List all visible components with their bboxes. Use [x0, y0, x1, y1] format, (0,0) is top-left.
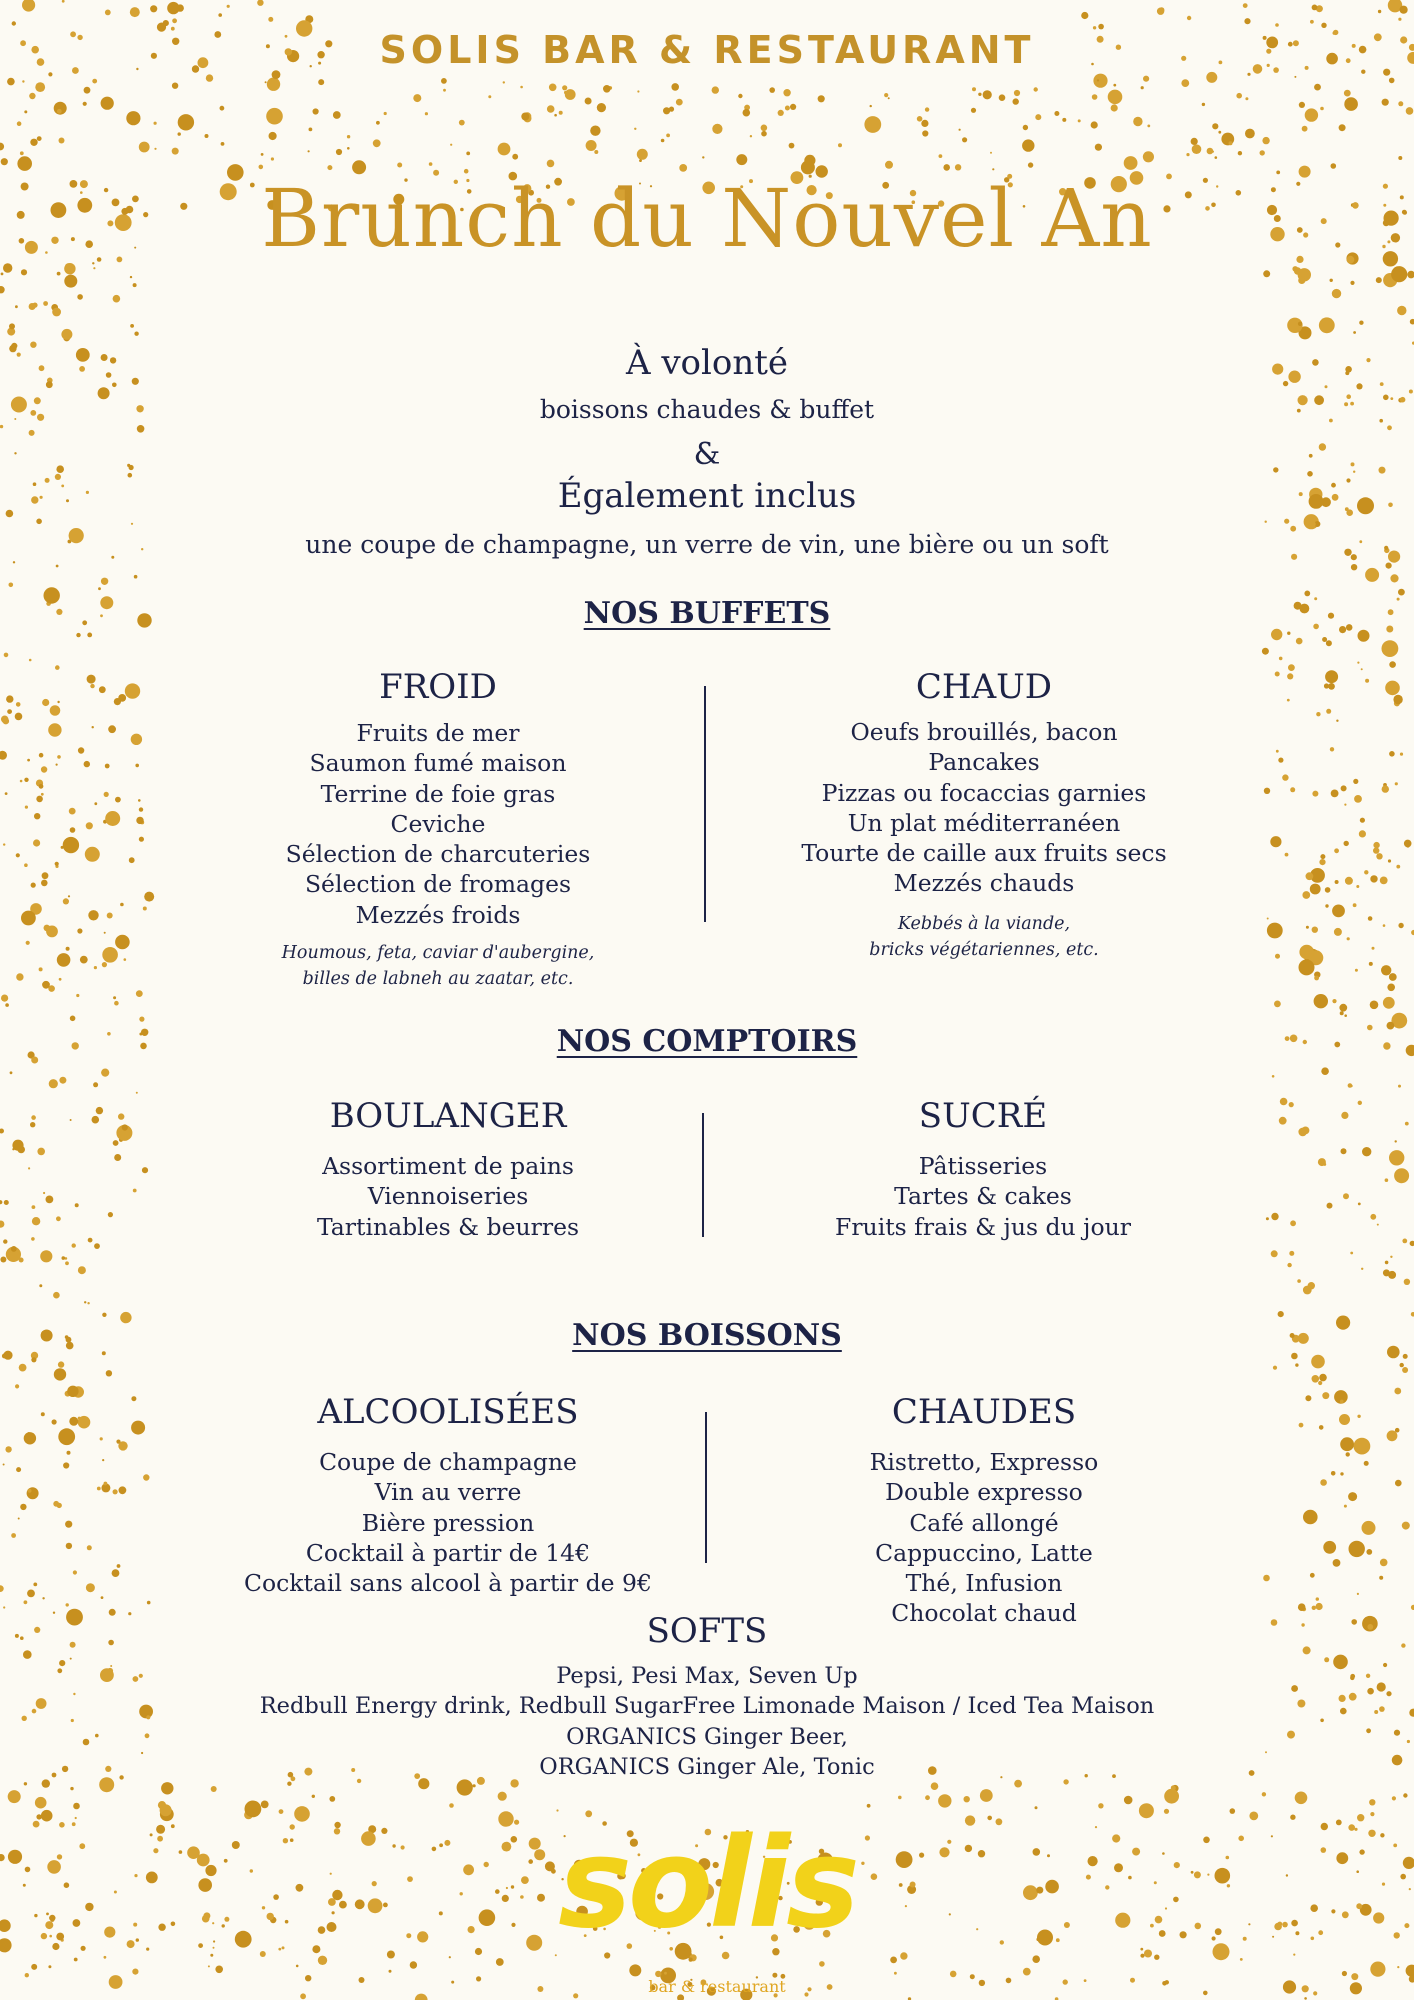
drinks-heading: NOS BOISSONS — [572, 1318, 842, 1353]
list-item: Cocktail sans alcool à partir de 9€ — [244, 1569, 652, 1598]
column-divider — [702, 1113, 704, 1237]
list-item: Fruits frais & jus du jour — [835, 1212, 1131, 1241]
list-item: ORGANICS Ginger Beer, — [566, 1723, 848, 1750]
note-line: billes de labneh au zaatar, etc. — [302, 969, 574, 989]
list-item: Coupe de champagne — [319, 1448, 577, 1476]
hot-drinks-list — [784, 1447, 1184, 1629]
list-item: Café allongé — [909, 1508, 1059, 1537]
list-item: Pâtisseries — [918, 1152, 1048, 1180]
hot-buffet-list — [784, 717, 1184, 899]
note-line: Kebbés à la viande, — [897, 914, 1071, 934]
list-item: Pizzas ou focaccias garnies — [821, 778, 1147, 807]
list-item: Tartinables & beurres — [316, 1212, 580, 1241]
included-heading: Également inclus — [557, 476, 857, 516]
list-item: Ceviche — [390, 809, 486, 838]
note-line: Houmous, feta, caviar d'aubergine, — [281, 943, 595, 963]
all-you-can-eat-heading: À volonté — [625, 343, 789, 383]
baker-counter-list — [248, 1151, 648, 1242]
list-item: Mezzés chauds — [893, 869, 1075, 898]
list-item: Vin au verre — [374, 1478, 522, 1507]
cold-buffet-list — [238, 718, 638, 930]
restaurant-name: SOLIS BAR & RESTAURANT — [379, 28, 1035, 72]
list-item: Ristretto, Expresso — [869, 1448, 1099, 1476]
menu-title: Brunch du Nouvel An — [261, 172, 1153, 265]
all-you-can-eat-subtitle: boissons chaudes & buffet — [539, 395, 875, 424]
list-item: Pancakes — [928, 748, 1040, 777]
list-item: ORGANICS Ginger Ale, Tonic — [539, 1753, 875, 1780]
column-divider — [704, 686, 706, 922]
list-item: Viennoiseries — [367, 1182, 529, 1211]
sweet-counter-title: SUCRÉ — [918, 1096, 1048, 1136]
list-item: Terrine de foie gras — [320, 779, 556, 808]
list-item: Un plat méditerranéen — [847, 808, 1121, 837]
list-item: Fruits de mer — [356, 719, 520, 747]
counters-heading: NOS COMPTOIRS — [556, 1024, 858, 1059]
alcoholic-drinks-list — [198, 1447, 698, 1598]
alcoholic-drinks-title: ALCOOLISÉES — [317, 1392, 579, 1432]
hot-buffet-note — [784, 911, 1184, 963]
solis-logo: solis — [558, 1812, 856, 1956]
hot-buffet-title: CHAUD — [915, 667, 1053, 707]
list-item: Saumon fumé maison — [309, 749, 567, 778]
note-line: bricks végétariennes, etc. — [869, 940, 1099, 960]
list-item: Sélection de charcuteries — [285, 840, 591, 869]
list-item: Tourte de caille aux fruits secs — [801, 839, 1167, 868]
list-item: Double expresso — [885, 1478, 1083, 1507]
logo-tagline: bar & restaurant — [648, 1977, 786, 1996]
included-text: une coupe de champagne, un verre de vin, une bière ou un soft — [305, 530, 1109, 559]
list-item: Cappuccino, Latte — [875, 1538, 1093, 1567]
buffets-heading: NOS BUFFETS — [583, 596, 831, 631]
list-item: Thé, Infusion — [905, 1569, 1063, 1598]
cold-buffet-note — [238, 940, 638, 992]
hot-drinks-title: CHAUDES — [891, 1392, 1077, 1432]
list-item: Tartes & cakes — [894, 1182, 1072, 1211]
ampersand: & — [693, 437, 721, 472]
list-item: Chocolat chaud — [891, 1599, 1077, 1628]
list-item: Bière pression — [361, 1508, 535, 1537]
list-item: Mezzés froids — [355, 900, 521, 929]
list-item: Pepsi, Pesi Max, Seven Up — [556, 1663, 858, 1689]
column-divider — [705, 1412, 707, 1563]
list-item: Sélection de fromages — [304, 870, 572, 899]
list-item: Cocktail à partir de 14€ — [305, 1538, 591, 1567]
cold-buffet-title: FROID — [379, 667, 497, 707]
list-item: Redbull Energy drink, Redbull SugarFree Limonade Maison / Iced Tea Maison — [259, 1693, 1155, 1720]
baker-counter-title: BOULANGER — [329, 1096, 567, 1136]
softs-title: SOFTS — [646, 1611, 768, 1651]
list-item: Oeufs brouillés, bacon — [850, 718, 1118, 746]
list-item: Assortiment de pains — [322, 1152, 574, 1180]
sweet-counter-list — [783, 1151, 1183, 1242]
softs-list — [0, 1661, 1414, 1782]
